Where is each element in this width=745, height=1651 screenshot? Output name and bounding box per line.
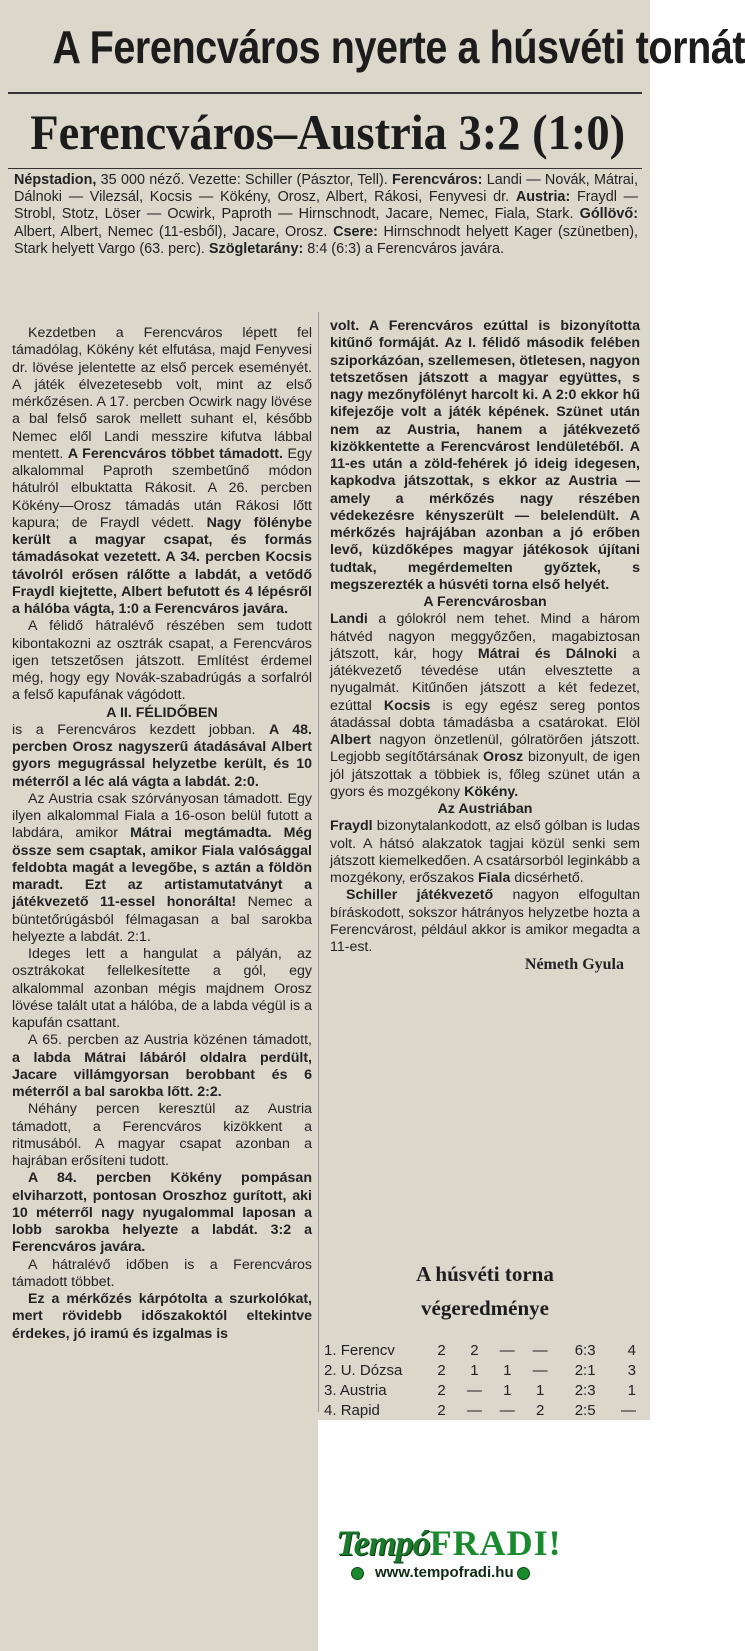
standings-d: — xyxy=(499,1342,515,1359)
paragraph xyxy=(12,722,312,791)
bold-text: Szünet után nem az Austria, hanem a játékvezető kizökkentette a Ferencvárost lendületéből. A 11-es után a zöld-fehérek jó ideig idegesen, kapkodva játszottak, s ekkor az Austria — amely a mérkőzés nagy részében védekezésre kényszerült — belelendült. A mérkőzés hajrájában azonban a jó erőben levő, küzdőképes magyar játékosok újítani tudtak, megérdemelten győztek, s megszerezték a húsvéti torna első helyét. xyxy=(330,404,640,593)
subs-label: Csere: xyxy=(333,223,378,240)
subheadline-rule xyxy=(8,168,642,169)
text: is a Ferencváros kezdett jobban. xyxy=(12,721,256,738)
paragraph: A hátralévő időben is a Ferencváros támadott többet. xyxy=(12,1256,312,1290)
standings-l: 2 xyxy=(536,1402,545,1419)
bold-text: Nagy fölénybe került a magyar csapat, és formás támadásokat vezetett. A 34. percben Kocsis távolról erősen rálőtte a labdát, a vetődő Fraydl kiejtette, Albert befutott és 4 lépésről a hálóba vágta, 1:0 a Ferencváros javára. xyxy=(12,514,312,617)
paragraph: Ideges lett a hangulat a pályán, az osztrákokat fellelkesítette a gól, egy alkalommal azonban mégis majdnem Orosz lövése talált utat a hálóba, de a labda végül is a kapufán csattant. xyxy=(12,946,312,1031)
venue-label: Népstadion, xyxy=(14,172,97,188)
subheadline: Ferencváros–Austria 3:2 (1:0) xyxy=(30,104,626,160)
player-name: Kocsis xyxy=(383,697,431,714)
standings-subtitle: végeredménye xyxy=(421,1296,549,1320)
text: bizonyult, de igen jól játszottak a többiek is, főleg szünet után a gyors és mozgékony xyxy=(330,749,640,800)
standings-p: 2 xyxy=(437,1342,446,1359)
austria-lineup: Fraydl — Strobl, Stotz, Löser — Ocwirk, Paproth — Hirnschnodt, Jacare, Nemec, Fiala, Stark. xyxy=(14,189,639,223)
venue-text: 35 000 néző. Vezette: Schiller (Pásztor, Tell). xyxy=(100,172,388,188)
standings-p: 2 xyxy=(437,1362,446,1379)
standings-team-name: U. Dózsa xyxy=(340,1362,403,1379)
standings-d: — xyxy=(499,1402,515,1419)
standings-pts: 1 xyxy=(627,1382,636,1399)
standings-position: 2. xyxy=(324,1362,337,1379)
clipping-bottom-left-area xyxy=(0,1420,318,1651)
corner-ratio: 8:4 (6:3) a Ferencváros javára. xyxy=(307,240,505,257)
text: Egy alkalommal Paproth szembetűnő módon hátulról elbuktatta Rákosit. A 26. percben Kökény—Orosz támadás után Rákosi lőtt kapura; de Fraydl védett. xyxy=(12,445,312,531)
paragraph xyxy=(330,818,640,887)
paragraph: Ez a mérkőzés kárpótolta a szurkolókat, mert rövidebb időszakoktól eltekintve érdekes, jó iramú és izgalmas is xyxy=(12,1291,312,1342)
standings-team xyxy=(322,1341,425,1361)
logo-word-tempo: Tempó xyxy=(336,1523,430,1563)
paragraph xyxy=(12,1032,312,1101)
standings-team-name: Ferencv xyxy=(340,1342,395,1359)
logo-url[interactable]: www.tempofradi.hu xyxy=(375,1564,514,1581)
standings-pts: 4 xyxy=(627,1342,636,1359)
standings-row xyxy=(322,1361,640,1381)
player-name: Orosz xyxy=(483,749,524,766)
standings-p: 2 xyxy=(437,1382,446,1399)
section-heading: A Ferencvárosban xyxy=(423,594,547,610)
section-heading: A II. FÉLIDŐBEN xyxy=(106,704,218,721)
standings-pts: — xyxy=(621,1402,636,1419)
standings-position: 4. xyxy=(324,1402,337,1419)
ferencvaros-lineup: Landi — Novák, Mátrai, Dálnoki — Vilezsál, Kocsis — Kökény, Orosz, Albert, Rákosi, Fenyvesi dr. xyxy=(14,172,638,206)
ferencvaros-label: Ferencváros: xyxy=(392,172,483,188)
paragraph xyxy=(330,611,640,801)
logo-wordmark xyxy=(336,1522,636,1564)
corners-label: Szögletarány: xyxy=(208,240,304,257)
standings-table xyxy=(322,1341,640,1421)
standings-title: A húsvéti torna xyxy=(416,1262,554,1286)
headline: A Ferencváros nyerte a húsvéti tornát xyxy=(52,21,745,73)
author-byline: Németh Gyula xyxy=(524,956,624,974)
standings-team xyxy=(322,1361,425,1381)
standings-position: 1. xyxy=(324,1342,337,1359)
goal-scorers: Albert, Albert, Nemec (11-esből), Jacare, Orosz. xyxy=(14,223,328,240)
standings-team xyxy=(322,1381,425,1401)
austria-label: Austria: xyxy=(515,189,571,206)
player-name: Mátrai és Dálnoki xyxy=(477,645,617,662)
referee-name: Schiller játékvezető xyxy=(346,887,494,904)
standings-row xyxy=(322,1381,640,1401)
text: a játékvezető tévedése után elvesztette a nyugalmát. Kitűnően játszott a két fedezet, ezúttal xyxy=(330,645,640,714)
bold-text: a labda Mátrai lábáról oldalra perdült, Jacare villámgyorsan berobbant és 6 méterről a bal sarokba lőtt. 2:2. xyxy=(12,1049,312,1100)
paragraph xyxy=(12,1170,312,1256)
standings-l: — xyxy=(532,1342,548,1359)
text: bizonytalankodott, az első gólban is ludas volt. A hátsó alakzatok tagjai közül senki sem játszott kiemelkedően. A csatársorból leginkább a mozgékony, erőszakos xyxy=(330,818,640,886)
standings-position: 3. xyxy=(324,1382,337,1399)
standings-p: 2 xyxy=(437,1402,446,1419)
column-divider xyxy=(318,312,319,1412)
text: Kezdetben a Ferencváros lépett fel támadólag, Kökény két elfutása, majd Fenyvesi dr. lövése jelentette az első percek eseményét. A játék élvezetesebb volt, mint az első mérkőzésen. A 17. percben Ocwirk nagy lövése a bal felső sarok mellett suhant el, később Nemec elől Landi messzire kifutva lábbal mentett. xyxy=(12,325,312,462)
section-heading: Az Austriában xyxy=(437,801,533,817)
football-icon xyxy=(351,1567,364,1580)
bold-text: 10 méterről nagy nyugalommal laposan a lobb sarokba helyezte a labdát. 3:2 a Ferencváros javára. xyxy=(12,1204,312,1256)
paragraph xyxy=(330,887,640,956)
standings-goals: 2:1 xyxy=(574,1362,596,1379)
player-name: Albert xyxy=(330,732,371,748)
standings-w: 1 xyxy=(470,1362,479,1379)
paragraph xyxy=(330,318,640,594)
goals-label: Góllövő: xyxy=(579,206,639,223)
text: dicsérhető. xyxy=(514,870,584,886)
tempofradi-logo[interactable] xyxy=(336,1522,636,1590)
standings-team-name: Austria xyxy=(339,1382,387,1399)
bold-text: A 84. percben Kökény pompásan elviharzott, pontosan Oroszhoz gurított, aki xyxy=(12,1170,312,1204)
paragraph: A félidő hátralévő részében sem tudott kibontakozni az osztrák csapat, a Ferencváros igen tetszetősen játszott. Említést érdemel még, hogy egy Novák-szabadrúgás a sorfalról a felső kapufának vágódott. xyxy=(12,618,312,704)
standings-pts: 3 xyxy=(627,1362,636,1379)
text: a gólokról nem tehet. Mind a három hátvéd nagyon meggyőzően, magabiztosan játszott, kár, hogy xyxy=(330,611,640,662)
paragraph xyxy=(12,325,312,618)
headline-rule xyxy=(8,92,642,94)
standings-d: 1 xyxy=(503,1362,512,1379)
text: nagyon elfogultan bíráskodott, sokszor hátrányos helyzetbe hozta a Ferencvárost, például akkor is amikor megadta a 11-est. xyxy=(330,887,640,955)
standings-team-name: Rapid xyxy=(340,1402,380,1419)
standings-l: 1 xyxy=(536,1382,545,1399)
football-icon xyxy=(517,1567,530,1580)
bold-text: volt. A Ferencváros ezúttal is bizonyította kitűnő formáját. Az I. félidő második felében sziporkázóan, szellemesen, ötletesen, nagyon tetszetősen játszott a magyar együttes, s nagy mezőnyfölényt harcolt ki. A 2:0 ekkor hű kifejezője volt a játék képének. xyxy=(330,318,640,421)
standings-w: — xyxy=(466,1382,482,1399)
player-name: Fiala xyxy=(478,870,511,886)
standings-goals: 2:3 xyxy=(574,1382,596,1399)
standings-w: 2 xyxy=(470,1342,479,1359)
text: A 65. percben az Austria közénen támadott, xyxy=(28,1032,312,1049)
player-name: Kökény. xyxy=(464,783,519,800)
standings-l: — xyxy=(532,1362,548,1379)
standings-goals: 6:3 xyxy=(574,1342,596,1359)
standings-team xyxy=(322,1401,425,1421)
left-column xyxy=(12,325,312,1343)
player-name: Fraydl xyxy=(330,818,373,835)
bold-text: Mátrai megtámadta. Még össze sem csaptak, amikor Fiala valósággal feldobta magát a levegőbe, s aztán a földön maradt. Ezt az artistamutatványt a játékvezető 11-essel honorálta! xyxy=(12,825,312,911)
paragraph xyxy=(12,791,312,946)
standings-d: 1 xyxy=(503,1382,512,1399)
standings-row xyxy=(322,1341,640,1361)
player-name: Landi xyxy=(330,611,368,628)
paragraph: Néhány percen keresztül az Austria támadott, a Ferencváros kizökkent a ritmusából. A magyar csapat azonban a hajrában erősíteni tudott. xyxy=(12,1101,312,1169)
substitutions: Hirnschnodt helyett Kager (szünetben), Stark helyett Vargo (63. perc). xyxy=(14,223,639,257)
logo-word-fradi: FRADI! xyxy=(429,1523,562,1563)
standings-goals: 2:5 xyxy=(574,1402,596,1419)
standings-w: — xyxy=(466,1402,482,1419)
match-details xyxy=(14,172,638,258)
right-column xyxy=(330,318,640,974)
bold-text: A 48. percben Orosz nagyszerű átadásával Albert gyors megugrással helyzetbe került, és 10 méterről a léc alá vágta a labdát. 2:0. xyxy=(12,721,312,790)
bold-text: A Ferencváros többet támadott. xyxy=(67,445,283,462)
text: Az Austria csak szórványosan támadott. Egy ilyen alkalommal Fiala a 16-oson belül futott a labdára, amikor xyxy=(12,790,312,842)
logo-url-row xyxy=(348,1564,636,1582)
text: nagyon önzetlenül, gólratörően játszott. Legjobb segítőtársának xyxy=(330,732,640,766)
text: is egy egész sereg pontos átadással dobta támadásba a csatárokat. Elöl xyxy=(330,697,640,731)
standings-row xyxy=(322,1401,640,1421)
text: Nemec a büntetőrúgásból félmagasan a bal sarokba helyezte a labdát. 2:1. xyxy=(12,894,312,945)
